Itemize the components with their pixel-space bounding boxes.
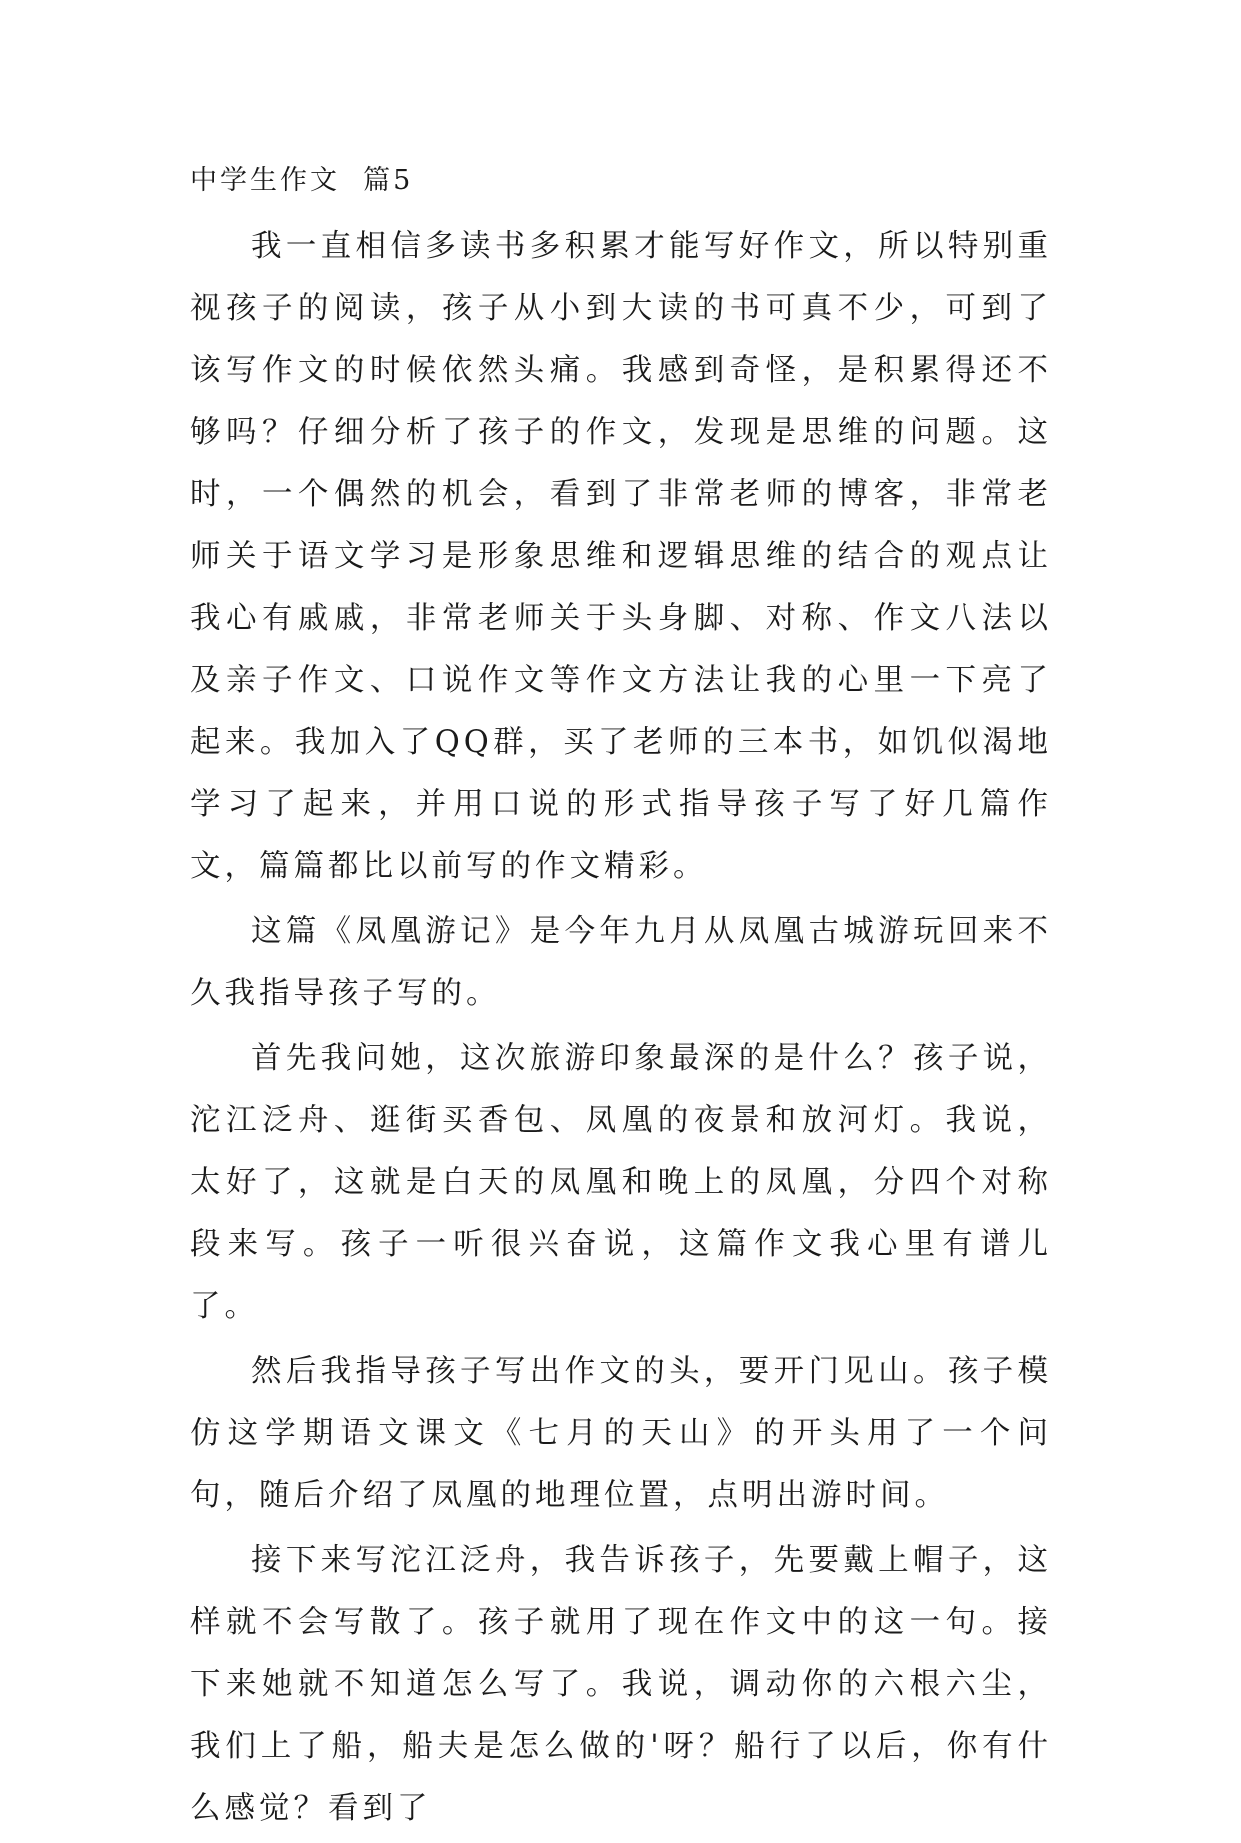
paragraph: 我一直相信多读书多积累才能写好作文，所以特别重视孩子的阅读，孩子从小到大读的书可真不少，可到了该写作文的时候依然头痛。我感到奇怪，是积累得还不够吗？仔细分析了孩子的作文，发现是思维的问题。这时，一个偶然的机会，看到了非常老师的博客，非常老师关于语文学习是形象思维和逻辑思维的结合的观点让我心有戚戚，非常老师关于头身脚、对称、作文八法以及亲子作文、口说作文等作文方法让我的心里一下亮了起来。我加入了QQ群，买了老师的三本书，如饥似渴地学习了起来，并用口说的形式指导孩子写了好几篇作文，篇篇都比以前写的作文精彩。 [190,229,1052,884]
document-body [190,162,1052,1843]
paragraph: 接下来写沱江泛舟，我告诉孩子，先要戴上帽子，这样就不会写散了。孩子就用了现在作文中的这一句。接下来她就不知道怎么写了。我说，调动你的六根六尘，我们上了船，船夫是怎么做的'呀？船行了以后，你有什么感觉？看到了 [190,1543,1052,1826]
paragraph: 首先我问她，这次旅游印象最深的是什么？孩子说，沱江泛舟、逛街买香包、凤凰的夜景和放河灯。我说，太好了，这就是白天的凤凰和晚上的凤凰，分四个对称段来写。孩子一听很兴奋说，这篇作文我心里有谱儿了。 [190,1041,1052,1324]
document-title: 中学生作文 篇5 [190,165,414,196]
paragraph: 然后我指导孩子写出作文的头，要开门见山。孩子模仿这学期语文课文《七月的天山》的开头用了一个问句，随后介绍了凤凰的地理位置，点明出游时间。 [190,1354,1052,1513]
paragraph: 这篇《凤凰游记》是今年九月从凤凰古城游玩回来不久我指导孩子写的。 [190,914,1052,1011]
